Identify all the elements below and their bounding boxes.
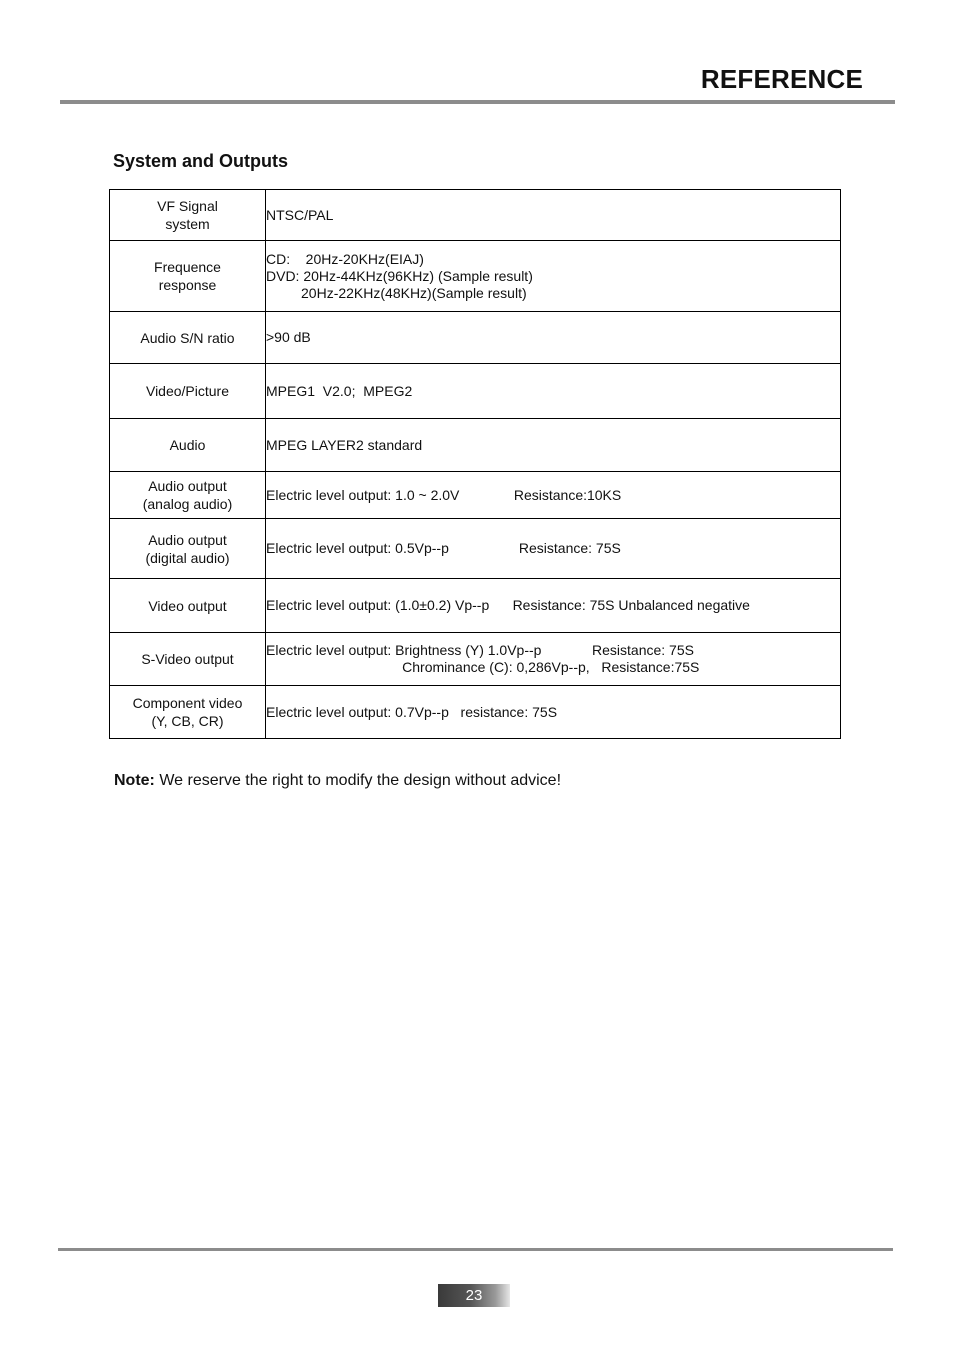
table-row — [110, 364, 841, 419]
note-text: We reserve the right to modify the design without advice! — [154, 772, 562, 789]
row-label: Frequence response — [110, 241, 266, 312]
table-row — [110, 579, 841, 633]
row-value: >90 dB — [266, 312, 841, 364]
table-row — [110, 190, 841, 241]
row-label: VF Signal system — [110, 190, 266, 241]
specifications-table — [109, 189, 841, 739]
table-row — [110, 312, 841, 364]
row-value: NTSC/PAL — [266, 190, 841, 241]
row-label: Audio output (digital audio) — [110, 519, 266, 579]
row-label: Audio output (analog audio) — [110, 472, 266, 519]
note-label: Note: — [114, 772, 155, 789]
page-header-title: REFERENCE — [700, 64, 863, 94]
row-value: Electric level output: 0.7Vp--p resistance: 75S — [266, 686, 841, 739]
row-label: S-Video output — [110, 633, 266, 686]
table-row — [110, 686, 841, 739]
row-label: Video output — [110, 579, 266, 633]
row-value: MPEG LAYER2 standard — [266, 419, 841, 472]
row-label: Audio S/N ratio — [110, 312, 266, 364]
footer-divider — [58, 1248, 893, 1251]
disclaimer-note — [114, 772, 561, 790]
table-row — [110, 472, 841, 519]
row-value: Electric level output: Brightness (Y) 1.0Vp--p Resistance: 75S Chrominance (C): 0,286Vp--p, Resistance:75S — [266, 633, 841, 686]
table-row — [110, 633, 841, 686]
row-label: Audio — [110, 419, 266, 472]
row-value: Electric level output: 1.0 ~ 2.0V Resistance:10KS — [266, 472, 841, 519]
row-value: CD: 20Hz-20KHz(EIAJ) DVD: 20Hz-44KHz(96KHz) (Sample result) 20Hz-22KHz(48KHz)(Sample result) — [266, 241, 841, 312]
table-row — [110, 519, 841, 579]
table-row — [110, 241, 841, 312]
row-label: Video/Picture — [110, 364, 266, 419]
header-divider — [60, 100, 895, 104]
table-row — [110, 419, 841, 472]
section-title: System and Outputs — [113, 151, 289, 171]
row-value: MPEG1 V2.0; MPEG2 — [266, 364, 841, 419]
row-value: Electric level output: 0.5Vp--p Resistance: 75S — [266, 519, 841, 579]
page-number: 23 — [438, 1284, 510, 1307]
row-label: Component video (Y, CB, CR) — [110, 686, 266, 739]
row-value: Electric level output: (1.0±0.2) Vp--p Resistance: 75S Unbalanced negative — [266, 579, 841, 633]
